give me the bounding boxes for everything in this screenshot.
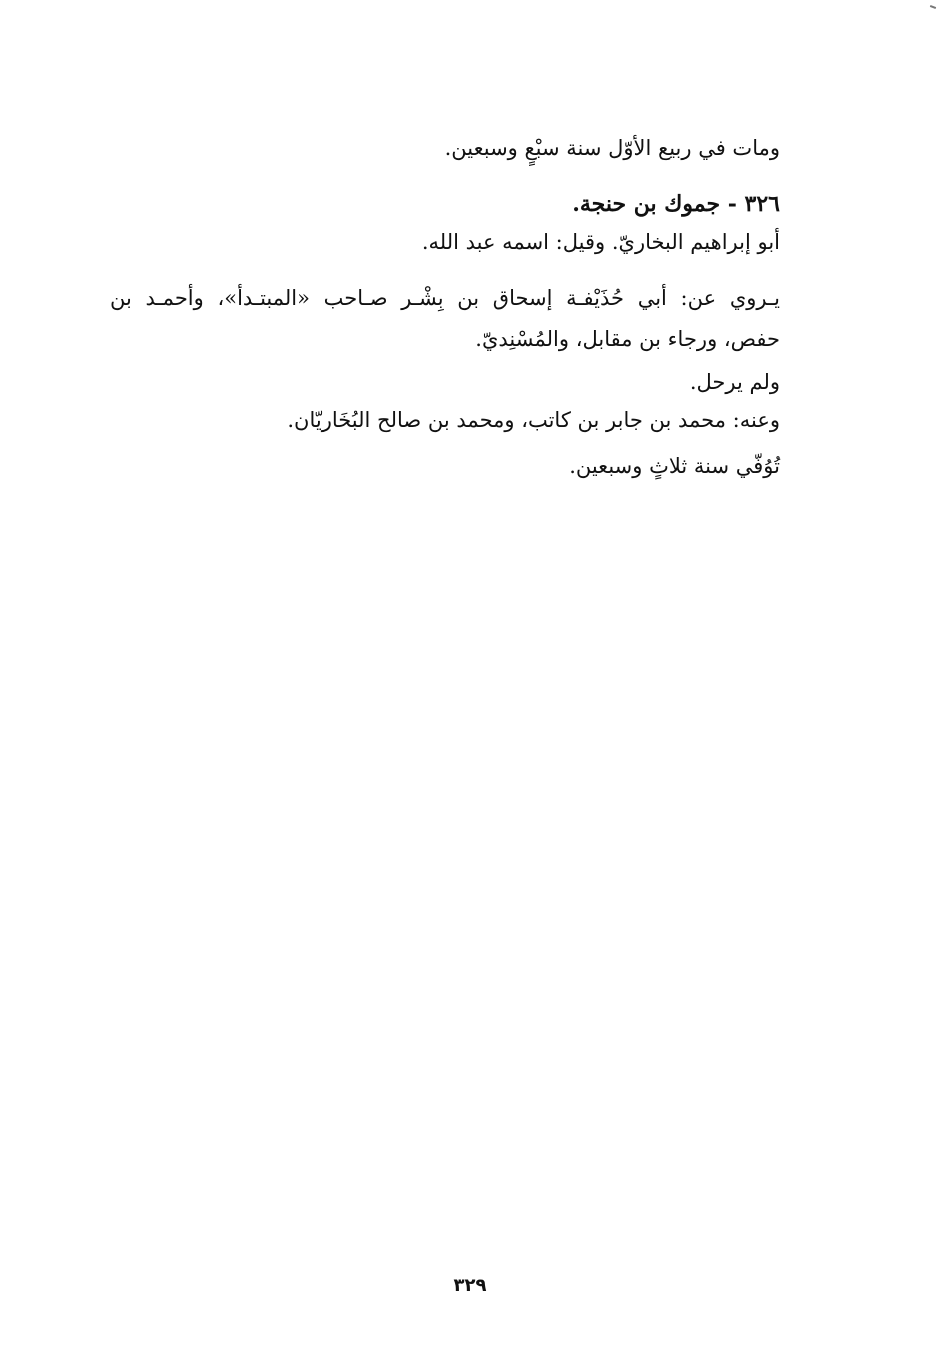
scan-corner-mark (930, 5, 936, 9)
text-line-narrates-from: يـروي عن: أبي حُذَيْفـة إسحاق بن بِشْـر صـاحب «المبتـدأ»، وأحمـد بن (110, 286, 780, 310)
text-line-death: تُوُفّي سنة ثلاثٍ وسبعين. (569, 454, 780, 478)
page-number: ٣٢٩ (453, 1275, 487, 1296)
text-line-narrators-continued: حفص، ورجاء بن مقابل، والمُسْنِديّ. (475, 327, 780, 351)
text-line-death-date: ومات في ربيع الأوّل سنة سبْعٍ وسبعين. (444, 136, 780, 160)
text-line-did-not-travel: ولم يرحل. (689, 370, 780, 394)
text-line-narrated-by: وعنه: محمد بن جابر بن كاتب، ومحمد بن صالح البُخَاريّان. (287, 408, 780, 432)
text-line-kunya: أبو إبراهيم البخاريّ. وقيل: اسمه عبد الله. (421, 230, 780, 254)
entry-heading: ٣٢٦ - جموك بن حنجة. (572, 191, 780, 217)
